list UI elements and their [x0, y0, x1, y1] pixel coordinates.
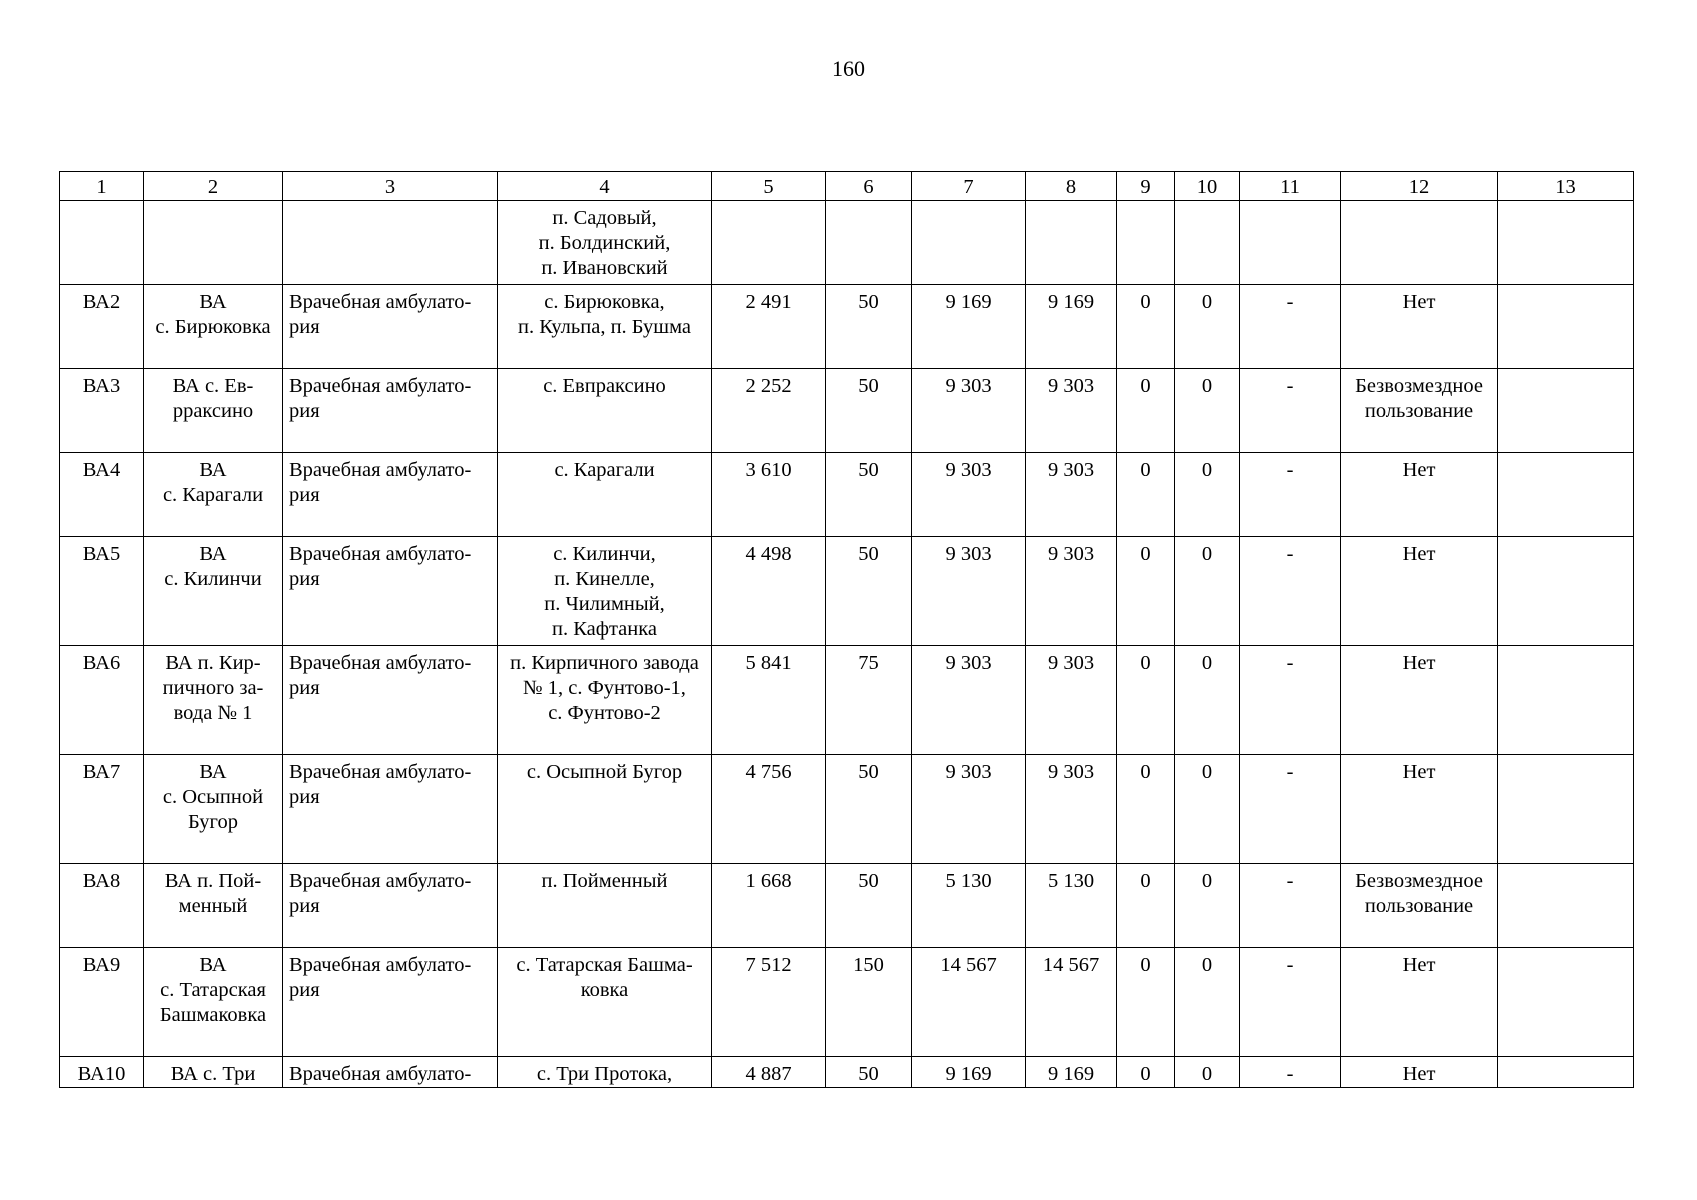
table-cell-col-5: 4 887: [712, 1057, 826, 1088]
table-cell-col-12: Нет: [1341, 285, 1498, 369]
table-cell-col-13: [1498, 201, 1634, 285]
table-cell-col-id: ВА8: [60, 864, 144, 948]
table-cell-col-type: Врачебная амбулато- рия: [283, 755, 498, 864]
table-cell-col-5: 4 498: [712, 537, 826, 646]
table-cell-col-11: -: [1240, 369, 1341, 453]
table-cell-col-5: 5 841: [712, 646, 826, 755]
table-cell-col-9: 0: [1117, 864, 1175, 948]
table-cell-col-settlements: с. Бирюковка, п. Кульпа, п. Бушма: [498, 285, 712, 369]
table-cell-col-8: 9 169: [1026, 285, 1117, 369]
table-cell-col-settlements: п. Кирпичного завода № 1, с. Фунтово-1, с. Фунтово-2: [498, 646, 712, 755]
table-cell-col-settlements: с. Три Протока,: [498, 1057, 712, 1088]
table-cell-col-6: 50: [826, 755, 912, 864]
table-cell-col-9: 0: [1117, 1057, 1175, 1088]
table-cell-col-7: 9 303: [912, 369, 1026, 453]
table-cell-col-9: 0: [1117, 285, 1175, 369]
table-cell-col-7: 5 130: [912, 864, 1026, 948]
table-cell-col-10: 0: [1175, 369, 1240, 453]
table-cell-col-13: [1498, 755, 1634, 864]
table-cell-col-9: 0: [1117, 948, 1175, 1057]
table-cell-col-12: Нет: [1341, 453, 1498, 537]
table-cell-col-6: 50: [826, 285, 912, 369]
table-cell-col-11: [1240, 201, 1341, 285]
table-cell-col-9: 0: [1117, 369, 1175, 453]
table-cell-col-8: 9 303: [1026, 453, 1117, 537]
header-row: [60, 172, 1634, 201]
table-cell-col-5: 4 756: [712, 755, 826, 864]
table-cell-col-5: 2 491: [712, 285, 826, 369]
table-cell-col-id: ВА7: [60, 755, 144, 864]
table-cell-col-type: Врачебная амбулато- рия: [283, 285, 498, 369]
table-cell-col-11: -: [1240, 864, 1341, 948]
table-cell-col-13: [1498, 369, 1634, 453]
table-cell-col-12: Безвозмездное пользование: [1341, 864, 1498, 948]
table-cell-col-6: 50: [826, 453, 912, 537]
table-row: [60, 755, 1634, 864]
table-cell-col-name: ВА с. Татарская Башмаковка: [144, 948, 283, 1057]
table-cell-col-type: Врачебная амбулато- рия: [283, 646, 498, 755]
table-cell-col-8: 9 303: [1026, 646, 1117, 755]
table-cell-col-10: 0: [1175, 646, 1240, 755]
table-cell-col-12: Нет: [1341, 755, 1498, 864]
table-cell-col-12: Нет: [1341, 948, 1498, 1057]
column-header-11: 11: [1240, 172, 1341, 201]
table-row: [60, 201, 1634, 285]
table-cell-col-5: 1 668: [712, 864, 826, 948]
table-cell-col-8: [1026, 201, 1117, 285]
table-cell-col-8: 9 303: [1026, 755, 1117, 864]
table-cell-col-11: -: [1240, 453, 1341, 537]
table-cell-col-id: ВА2: [60, 285, 144, 369]
table-cell-col-type: Врачебная амбулато-: [283, 1057, 498, 1088]
table-cell-col-7: 9 169: [912, 1057, 1026, 1088]
table-cell-col-settlements: с. Евпраксино: [498, 369, 712, 453]
table-cell-col-5: 3 610: [712, 453, 826, 537]
column-header-10: 10: [1175, 172, 1240, 201]
table-cell-col-6: 50: [826, 864, 912, 948]
table-cell-col-9: 0: [1117, 646, 1175, 755]
table-cell-col-10: [1175, 201, 1240, 285]
table-cell-col-name: ВА п. Кир- пичного за- вода № 1: [144, 646, 283, 755]
table-cell-col-id: [60, 201, 144, 285]
table-cell-col-6: 50: [826, 537, 912, 646]
table-cell-col-13: [1498, 453, 1634, 537]
table-row: [60, 646, 1634, 755]
table-cell-col-13: [1498, 1057, 1634, 1088]
table-row: [60, 1057, 1634, 1088]
table-cell-col-settlements: с. Осыпной Бугор: [498, 755, 712, 864]
table-cell-col-6: [826, 201, 912, 285]
table-cell-col-12: Нет: [1341, 1057, 1498, 1088]
table-cell-col-settlements: с. Карагали: [498, 453, 712, 537]
table-body: [60, 201, 1634, 1088]
table-cell-col-type: Врачебная амбулато- рия: [283, 864, 498, 948]
table-cell-col-7: 9 303: [912, 537, 1026, 646]
table-row: [60, 537, 1634, 646]
table-cell-col-7: 14 567: [912, 948, 1026, 1057]
table-cell-col-7: 9 303: [912, 646, 1026, 755]
table-cell-col-7: [912, 201, 1026, 285]
table-cell-col-5: 2 252: [712, 369, 826, 453]
table-cell-col-id: ВА9: [60, 948, 144, 1057]
table-row: [60, 864, 1634, 948]
table-row: [60, 453, 1634, 537]
table-cell-col-11: -: [1240, 537, 1341, 646]
table-cell-col-8: 5 130: [1026, 864, 1117, 948]
table-cell-col-id: ВА10: [60, 1057, 144, 1088]
table-cell-col-8: 9 169: [1026, 1057, 1117, 1088]
table-cell-col-12: [1341, 201, 1498, 285]
column-header-5: 5: [712, 172, 826, 201]
column-header-13: 13: [1498, 172, 1634, 201]
table-cell-col-11: -: [1240, 755, 1341, 864]
table-cell-col-9: 0: [1117, 453, 1175, 537]
table-cell-col-6: 150: [826, 948, 912, 1057]
facilities-table: [59, 171, 1634, 1088]
table-cell-col-6: 75: [826, 646, 912, 755]
table-row: [60, 369, 1634, 453]
table-cell-col-type: Врачебная амбулато- рия: [283, 948, 498, 1057]
table-cell-col-type: [283, 201, 498, 285]
table-cell-col-10: 0: [1175, 755, 1240, 864]
table-cell-col-settlements: п. Пойменный: [498, 864, 712, 948]
table-cell-col-7: 9 303: [912, 755, 1026, 864]
column-header-8: 8: [1026, 172, 1117, 201]
table-cell-col-9: 0: [1117, 537, 1175, 646]
table-cell-col-13: [1498, 948, 1634, 1057]
table-cell-col-settlements: п. Садовый, п. Болдинский, п. Ивановский: [498, 201, 712, 285]
table-cell-col-13: [1498, 537, 1634, 646]
column-header-2: 2: [144, 172, 283, 201]
table-cell-col-name: ВА с. Карагали: [144, 453, 283, 537]
table-cell-col-13: [1498, 646, 1634, 755]
table-cell-col-12: Безвозмездное пользование: [1341, 369, 1498, 453]
table-cell-col-9: 0: [1117, 755, 1175, 864]
table-cell-col-10: 0: [1175, 948, 1240, 1057]
table-cell-col-id: ВА5: [60, 537, 144, 646]
table-cell-col-name: ВА п. Пой- менный: [144, 864, 283, 948]
table-cell-col-6: 50: [826, 369, 912, 453]
table-cell-col-7: 9 303: [912, 453, 1026, 537]
table-cell-col-id: ВА3: [60, 369, 144, 453]
table-cell-col-13: [1498, 864, 1634, 948]
table-cell-col-id: ВА6: [60, 646, 144, 755]
table-cell-col-name: [144, 201, 283, 285]
table-cell-col-11: -: [1240, 1057, 1341, 1088]
table-cell-col-type: Врачебная амбулато- рия: [283, 453, 498, 537]
table-cell-col-10: 0: [1175, 1057, 1240, 1088]
table-cell-col-12: Нет: [1341, 646, 1498, 755]
table-cell-col-name: ВА с. Бирюковка: [144, 285, 283, 369]
table-cell-col-10: 0: [1175, 864, 1240, 948]
table-cell-col-type: Врачебная амбулато- рия: [283, 537, 498, 646]
table-cell-col-6: 50: [826, 1057, 912, 1088]
table-cell-col-11: -: [1240, 948, 1341, 1057]
table-cell-col-11: -: [1240, 285, 1341, 369]
table-cell-col-settlements: с. Килинчи, п. Кинелле, п. Чилимный, п. Кафтанка: [498, 537, 712, 646]
column-header-6: 6: [826, 172, 912, 201]
table-cell-col-settlements: с. Татарская Башма- ковка: [498, 948, 712, 1057]
table-cell-col-12: Нет: [1341, 537, 1498, 646]
page-number: 160: [832, 56, 865, 81]
table-cell-col-8: 9 303: [1026, 369, 1117, 453]
table-cell-col-5: [712, 201, 826, 285]
column-header-7: 7: [912, 172, 1026, 201]
table-cell-col-10: 0: [1175, 285, 1240, 369]
table-cell-col-11: -: [1240, 646, 1341, 755]
table-cell-col-name: ВА с. Килинчи: [144, 537, 283, 646]
column-header-3: 3: [283, 172, 498, 201]
table-row: [60, 948, 1634, 1057]
column-header-1: 1: [60, 172, 144, 201]
table-cell-col-name: ВА с. Осыпной Бугор: [144, 755, 283, 864]
table-cell-col-8: 14 567: [1026, 948, 1117, 1057]
table-cell-col-13: [1498, 285, 1634, 369]
table-cell-col-10: 0: [1175, 453, 1240, 537]
table-row: [60, 285, 1634, 369]
table-header: [60, 172, 1634, 201]
table-cell-col-7: 9 169: [912, 285, 1026, 369]
table-cell-col-5: 7 512: [712, 948, 826, 1057]
table-cell-col-name: ВА с. Три: [144, 1057, 283, 1088]
table-cell-col-9: [1117, 201, 1175, 285]
table-cell-col-id: ВА4: [60, 453, 144, 537]
table-cell-col-name: ВА с. Ев- pраксино: [144, 369, 283, 453]
column-header-9: 9: [1117, 172, 1175, 201]
table-cell-col-10: 0: [1175, 537, 1240, 646]
column-header-4: 4: [498, 172, 712, 201]
table-cell-col-type: Врачебная амбулато- рия: [283, 369, 498, 453]
column-header-12: 12: [1341, 172, 1498, 201]
table-cell-col-8: 9 303: [1026, 537, 1117, 646]
